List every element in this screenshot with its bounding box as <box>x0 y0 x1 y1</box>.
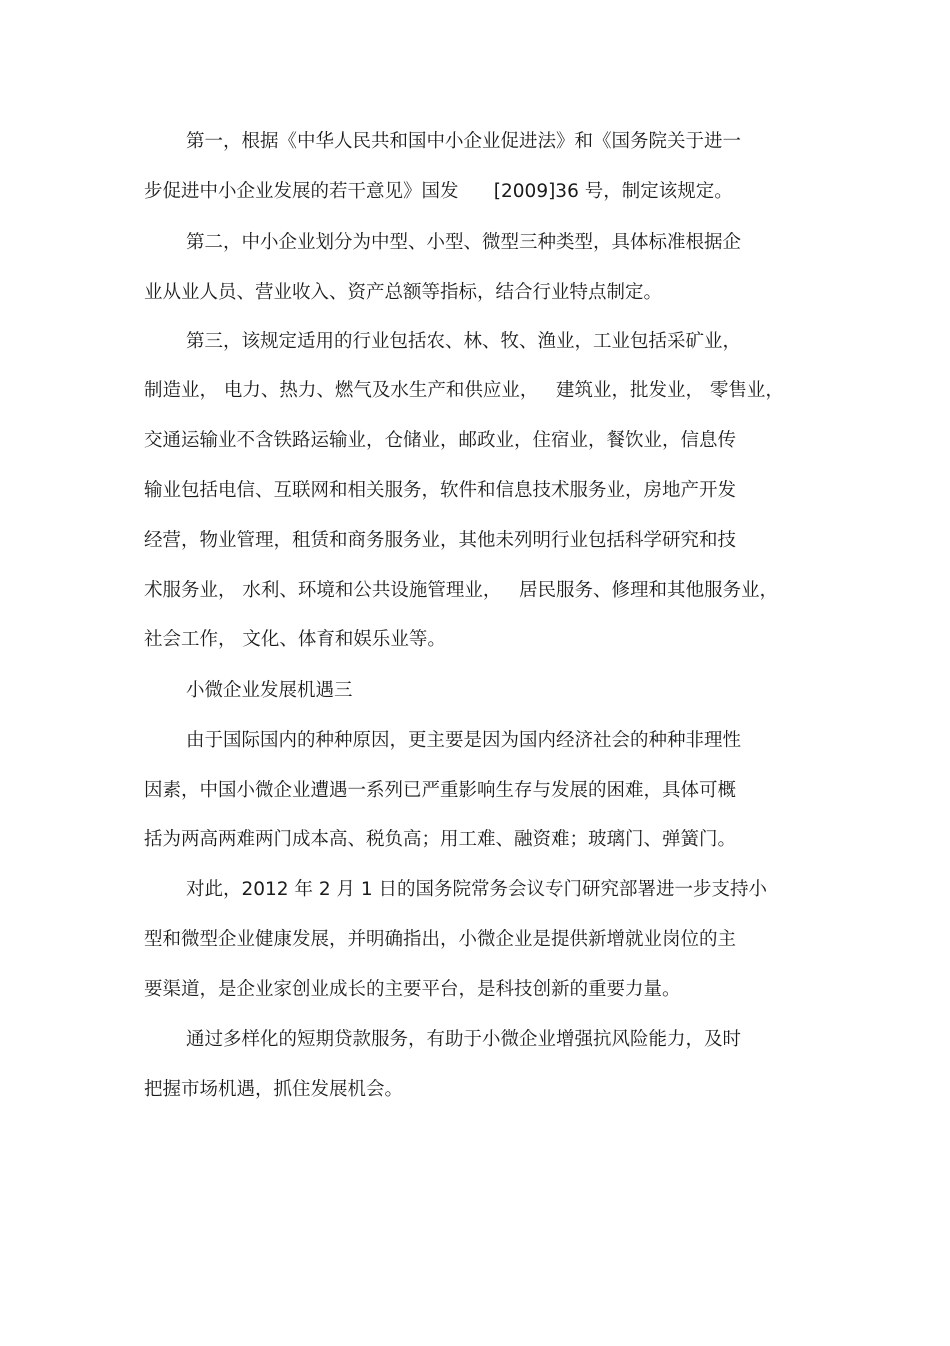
text-line: 交通运输业不含铁路运输业，仓储业，邮政业，住宿业，餐饮业，信息传 <box>144 430 737 451</box>
text-line: 第三，该规定适用的行业包括农、林、牧、渔业，工业包括采矿业， <box>186 331 742 352</box>
text-line: 因素，中国小微企业遭遇一系列已严重影响生存与发展的困难，具体可概 <box>144 780 737 801</box>
text-line: 业从业人员、营业收入、资产总额等指标，结合行业特点制定。 <box>144 282 663 303</box>
text-line: 经营，物业管理，租赁和商务服务业，其他未列明行业包括科学研究和技 <box>144 530 737 551</box>
text-line: 社会工作， 文化、体育和娱乐业等。 <box>144 629 446 650</box>
text-line: 步促进中小企业发展的若干意见》国发 [2009]36 号，制定该规定。 <box>144 181 733 202</box>
text-line: 要渠道，是企业家创业成长的主要平台，是科技创新的重要力量。 <box>144 979 681 1000</box>
text-line: 输业包括电信、互联网和相关服务，软件和信息技术服务业，房地产开发 <box>144 480 737 501</box>
text-line: 由于国际国内的种种原因，更主要是因为国内经济社会的种种非理性 <box>186 730 742 751</box>
text-line: 对此，2012 年 2 月 1 日的国务院常务会议专门研究部署进一步支持小 <box>186 879 768 900</box>
text-line: 第二，中小企业划分为中型、小型、微型三种类型，具体标准根据企 <box>186 232 742 253</box>
text-line: 括为两高两难两门成本高、税负高；用工难、融资难；玻璃门、弹簧门。 <box>144 829 737 850</box>
section-heading: 小微企业发展机遇三 <box>186 680 353 701</box>
text-line: 型和微型企业健康发展，并明确指出，小微企业是提供新增就业岗位的主 <box>144 929 737 950</box>
text-line: 通过多样化的短期贷款服务，有助于小微企业增强抗风险能力，及时 <box>186 1029 742 1050</box>
text-line: 把握市场机遇，抓住发展机会。 <box>144 1079 404 1100</box>
text-line: 术服务业， 水利、环境和公共设施管理业， 居民服务、修理和其他服务业， <box>144 580 779 601</box>
text-line: 第一，根据《中华人民共和国中小企业促进法》和《国务院关于进一 <box>186 131 742 152</box>
text-line: 制造业， 电力、热力、燃气及水生产和供应业， 建筑业，批发业， 零售业， <box>144 380 784 401</box>
